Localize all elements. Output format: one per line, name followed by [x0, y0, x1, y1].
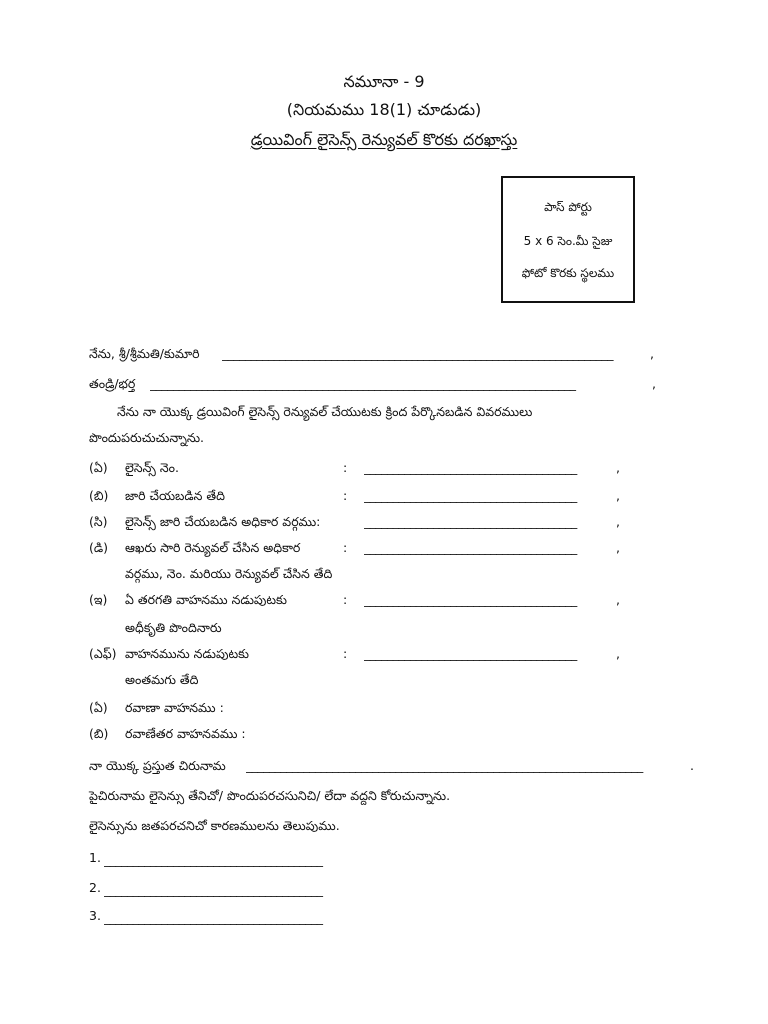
field-d-end: , [616, 540, 620, 555]
address-field-end: . [690, 758, 694, 773]
field-d-text-2: వర్గము, నెం. మరియు రెన్యువల్ చేసిన తేది [125, 566, 333, 581]
reason-2-number: 2. [89, 880, 101, 895]
field-e-input[interactable]: _____________________________________ [364, 592, 577, 607]
field-e-colon: : [343, 592, 348, 607]
guardian-label: తండ్రి/భర్త [89, 376, 136, 391]
field-c-end: , [616, 514, 620, 529]
field-c-label: (సి) [89, 514, 108, 529]
field-f-label: (ఎఫ్) [89, 646, 117, 661]
field-e-end: , [616, 592, 620, 607]
photo-box-line-1: పాస్ పోర్టు [544, 200, 592, 214]
rule-reference: (నియమము 18(1) చూడుడు) [286, 100, 482, 119]
field-a-label: (ఏ) [89, 460, 108, 475]
field-f-end: , [616, 646, 620, 661]
form-title: డ్రయివింగ్ లైసెన్స్ రెన్యువల్ కొరకు దరఖాస్తు [250, 130, 518, 149]
field-b-end: , [616, 488, 620, 503]
field-d-label: (డి) [89, 540, 109, 555]
field-a-end: , [616, 460, 620, 475]
intro-line-1: నేను నా యొక్క డ్రయివింగ్ లైసెన్స్ రెన్యువల్ చేయుటకు క్రింద పేర్కొనబడిన వివరములు [117, 404, 533, 419]
field-a-text: లైసెన్స్ నెం. [125, 460, 179, 475]
field-h-label: (బి) [89, 726, 109, 741]
field-d-text: ఆఖరు సారి రెన్యువల్ చేసిన అధికార [125, 540, 301, 555]
field-f-text-2: అంతమగు తేది [125, 672, 199, 687]
address-label: నా యొక్క ప్రస్తుత చిరునామ [89, 758, 226, 773]
reason-3-number: 3. [89, 908, 101, 923]
reason-1-number: 1. [89, 850, 101, 865]
name-field[interactable]: ____________________________________________________________________ [222, 346, 613, 361]
intro-line-2: పొందుపరుచుచున్నాను. [89, 430, 204, 445]
field-f-input[interactable]: _____________________________________ [364, 646, 577, 661]
field-a-colon: : [343, 460, 348, 475]
reason-3-field[interactable]: ______________________________________ [104, 910, 323, 925]
field-c-input[interactable]: _____________________________________ [364, 514, 577, 529]
field-f-colon: : [343, 646, 348, 661]
field-f-text: వాహనమును నడుపుటకు [125, 646, 249, 661]
field-d-colon: : [343, 540, 348, 555]
field-g-label: (ఏ) [89, 700, 108, 715]
reason-2-field[interactable]: ______________________________________ [104, 882, 323, 897]
form-number: నమూనా - 9 [343, 72, 425, 91]
photo-box-line-3: ఫోటో కొరకు స్థలము [521, 266, 615, 280]
field-a-input[interactable]: _____________________________________ [364, 460, 577, 475]
field-g-text: రవాణా వాహనము : [125, 700, 224, 715]
field-b-label: (బి) [89, 488, 109, 503]
field-d-input[interactable]: _____________________________________ [364, 540, 577, 555]
guardian-field-end: , [652, 376, 656, 391]
photo-box-line-2: 5 x 6 సెం.మీ సైజు [523, 234, 613, 248]
field-b-input[interactable]: _____________________________________ [364, 488, 577, 503]
field-e-text: ఏ తరగతి వాహనము నడుపుటకు [125, 592, 287, 607]
field-c-text: లైసెన్స్ జారి చేయబడిన అధికార వర్గము: [125, 514, 321, 529]
name-label: నేను, శ్రీ/శ్రీమతి/కుమారి [89, 346, 200, 361]
closing-line-1: పైచిరునామ లైసెన్సు తేనిచో/ పొందుపరచసునిచి/ లేదా వద్దని కోరుచున్నాను. [89, 788, 451, 803]
field-b-text: జారి చేయబడిన తేది [125, 488, 225, 503]
address-field[interactable]: _____________________________________________________________________ [246, 758, 643, 773]
field-h-text: రవాణేతర వాహనవము : [125, 726, 246, 741]
photo-placeholder-box [501, 176, 635, 303]
closing-line-2: లైసెన్సును జతపరచనిచో కారణములను తెలుపుము. [89, 818, 340, 833]
field-b-colon: : [343, 488, 348, 503]
reason-1-field[interactable]: ______________________________________ [104, 852, 323, 867]
field-e-label: (ఇ) [89, 592, 108, 607]
name-field-end: , [650, 346, 654, 361]
field-e-text-2: అధీకృతి పొందినారు [125, 620, 222, 635]
guardian-field[interactable]: __________________________________________________________________________ [150, 376, 576, 391]
